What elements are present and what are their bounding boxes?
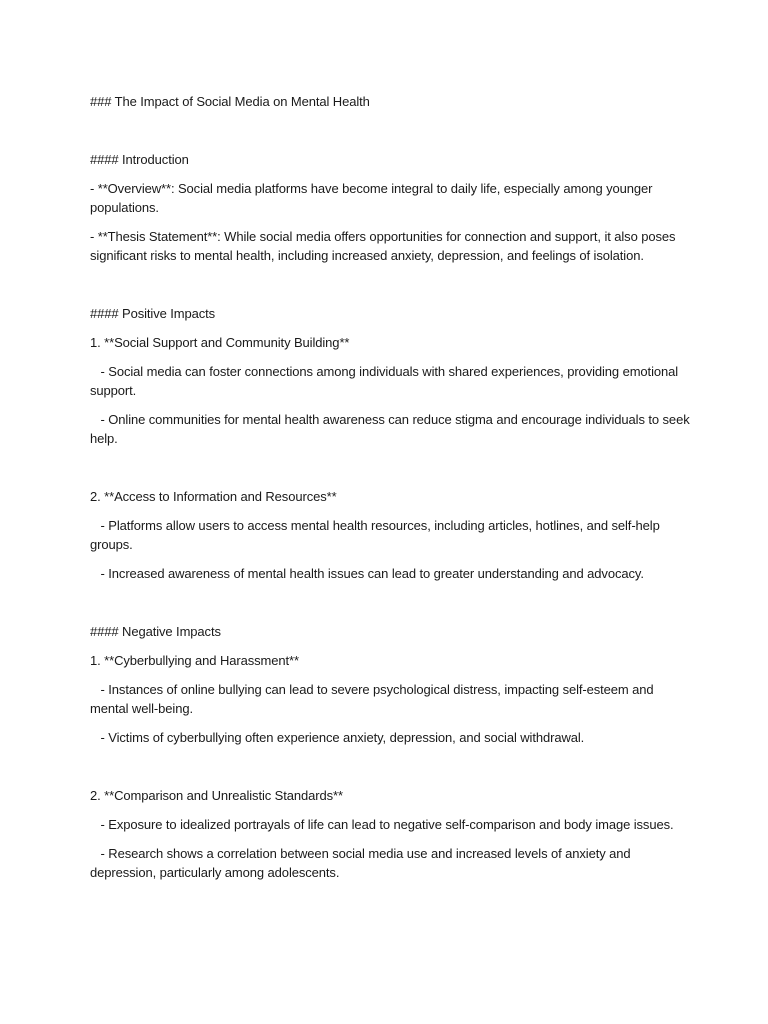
positive-item-1-title: 1. **Social Support and Community Building** — [90, 335, 350, 350]
negative-item-2-point-1: - Exposure to idealized portrayals of life can lead to negative self-comparison and body image issues. — [90, 817, 674, 832]
negative-item-1-point-1: - Instances of online bullying can lead to severe psychological distress, impacting self-esteem and mental well-being. — [90, 682, 658, 716]
negative-impacts-heading: #### Negative Impacts — [90, 624, 221, 639]
introduction-heading: #### Introduction — [90, 152, 189, 167]
positive-item-1-point-1: - Social media can foster connections among individuals with shared experiences, providing emotional support. — [90, 364, 682, 398]
positive-item-1-point-2: - Online communities for mental health awareness can reduce stigma and encourage individuals to seek help. — [90, 412, 694, 446]
negative-item-1-point-2: - Victims of cyberbullying often experience anxiety, depression, and social withdrawal. — [90, 730, 585, 745]
document-title: ### The Impact of Social Media on Mental Health — [90, 94, 370, 109]
positive-item-2-point-1: - Platforms allow users to access mental health resources, including articles, hotlines, and self-help groups. — [90, 518, 664, 552]
negative-item-2-title: 2. **Comparison and Unrealistic Standards** — [90, 788, 343, 803]
positive-item-2-point-2: - Increased awareness of mental health issues can lead to greater understanding and advocacy. — [90, 566, 644, 581]
thesis-paragraph: - **Thesis Statement**: While social media offers opportunities for connection and support, it also poses significant risks to mental health, including increased anxiety, depression, and feelings of isolation. — [90, 229, 679, 263]
negative-item-1-title: 1. **Cyberbullying and Harassment** — [90, 653, 299, 668]
positive-impacts-heading: #### Positive Impacts — [90, 306, 216, 321]
positive-item-2-title: 2. **Access to Information and Resources** — [90, 489, 337, 504]
document-body — [90, 92, 694, 882]
negative-item-2-point-2: - Research shows a correlation between social media use and increased levels of anxiety and depression, particularly among adolescents. — [90, 846, 635, 880]
overview-paragraph: - **Overview**: Social media platforms have become integral to daily life, especially among younger populations. — [90, 181, 656, 215]
